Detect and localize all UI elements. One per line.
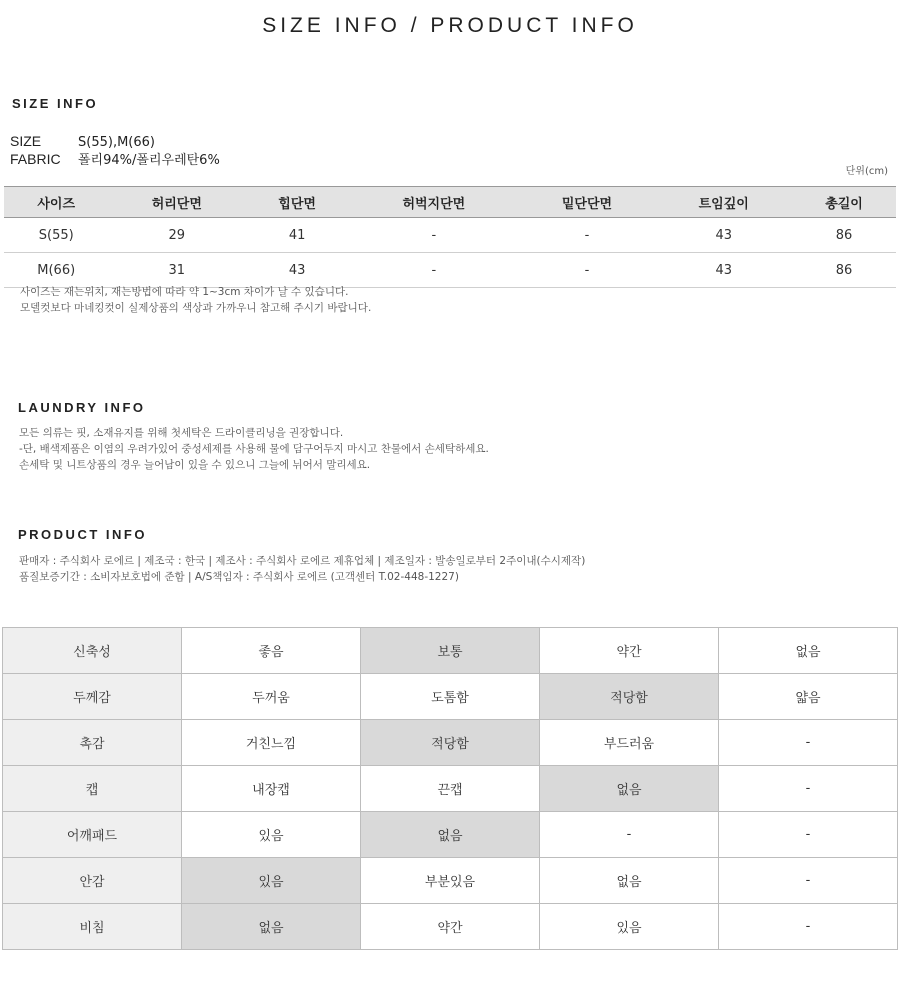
property-option: 두꺼움 [182, 674, 361, 720]
laundry-notes [19, 425, 489, 473]
property-option: - [719, 720, 898, 766]
property-row [3, 904, 898, 950]
table-cell: - [349, 218, 519, 253]
property-option: 없음 [540, 858, 719, 904]
property-option: 약간 [361, 904, 540, 950]
column-header: 총길이 [792, 187, 896, 218]
table-row [4, 253, 896, 288]
property-row [3, 766, 898, 812]
property-option: 약간 [540, 628, 719, 674]
page-title: SIZE INFO / PRODUCT INFO [262, 14, 638, 37]
size-value: S(55),M(66) [78, 135, 155, 150]
size-table-header [4, 187, 896, 218]
size-notes [20, 284, 371, 316]
property-label: 안감 [3, 858, 182, 904]
table-cell: 86 [792, 253, 896, 288]
property-table [2, 627, 898, 950]
property-row [3, 628, 898, 674]
property-option: 부드러움 [540, 720, 719, 766]
table-cell: S(55) [4, 218, 108, 253]
property-row [3, 674, 898, 720]
property-option: 없음 [719, 628, 898, 674]
property-option: 좋음 [182, 628, 361, 674]
size-label: SIZE [10, 133, 42, 149]
table-cell: 43 [245, 253, 349, 288]
property-option: 끈캡 [361, 766, 540, 812]
note-line: 품질보증기간 : 소비자보호법에 준함 | A/S책임자 : 주식회사 로에르 (고객센터 T.02-448-1227) [19, 571, 459, 583]
property-option: 얇음 [719, 674, 898, 720]
fabric-spec [10, 149, 220, 168]
table-cell: 43 [655, 253, 792, 288]
column-header: 밑단단면 [519, 187, 656, 218]
table-row [4, 218, 896, 253]
product-info-heading: PRODUCT INFO [18, 527, 147, 542]
property-label: 신축성 [3, 628, 182, 674]
property-option-selected: 있음 [182, 858, 361, 904]
column-header: 사이즈 [4, 187, 108, 218]
property-option: - [719, 812, 898, 858]
note-line: 사이즈는 재는위치, 재는방법에 따라 약 1~3cm 차이가 날 수 있습니다. [20, 286, 349, 298]
table-cell: M(66) [4, 253, 108, 288]
property-row [3, 720, 898, 766]
column-header: 힙단면 [245, 187, 349, 218]
property-option-selected: 적당함 [361, 720, 540, 766]
table-cell: 41 [245, 218, 349, 253]
laundry-info-heading: LAUNDRY INFO [18, 400, 146, 415]
property-option-selected: 없음 [361, 812, 540, 858]
table-cell: 31 [108, 253, 245, 288]
table-cell: 43 [655, 218, 792, 253]
property-option: - [540, 812, 719, 858]
property-option: 내장캡 [182, 766, 361, 812]
property-option: 도톰함 [361, 674, 540, 720]
fabric-value: 폴리94%/폴리우레탄6% [78, 153, 220, 168]
size-spec [10, 133, 155, 150]
property-label: 어깨패드 [3, 812, 182, 858]
table-cell: - [519, 218, 656, 253]
property-option-selected: 보통 [361, 628, 540, 674]
table-cell: - [349, 253, 519, 288]
note-line: 손세탁 및 니트상품의 경우 늘어남이 있을 수 있으니 그늘에 뉘어서 말리세요. [19, 459, 371, 471]
property-option: - [719, 858, 898, 904]
property-label: 비침 [3, 904, 182, 950]
property-label: 캡 [3, 766, 182, 812]
column-header: 허벅지단면 [349, 187, 519, 218]
table-cell: 29 [108, 218, 245, 253]
column-header: 허리단면 [108, 187, 245, 218]
size-table [4, 186, 896, 288]
property-option: 거친느낌 [182, 720, 361, 766]
note-line: -단, 배색제품은 이염의 우려가있어 중성세제를 사용해 물에 담구어두지 마시고 찬물에서 손세탁하세요. [19, 443, 489, 455]
property-option: 있음 [182, 812, 361, 858]
property-option: - [719, 766, 898, 812]
table-cell: 86 [792, 218, 896, 253]
property-row [3, 812, 898, 858]
property-label: 두께감 [3, 674, 182, 720]
product-notes [19, 553, 585, 585]
property-option-selected: 적당함 [540, 674, 719, 720]
property-option: - [719, 904, 898, 950]
property-option: 부분있음 [361, 858, 540, 904]
property-option-selected: 없음 [182, 904, 361, 950]
note-line: 모델컷보다 마네킹컷이 실제상품의 색상과 가까우니 참고해 주시기 바랍니다. [20, 302, 372, 314]
unit-label: 단위(cm) [845, 166, 888, 177]
size-info-heading: SIZE INFO [12, 96, 99, 111]
fabric-label: FABRIC [10, 151, 61, 167]
property-option: 있음 [540, 904, 719, 950]
note-line: 판매자 : 주식회사 로에르 | 제조국 : 한국 | 제조사 : 주식회사 로에르 제휴업체 | 제조일자 : 발송일로부터 2주이내(수시제작) [19, 555, 586, 567]
property-label: 촉감 [3, 720, 182, 766]
note-line: 모든 의류는 핏, 소재유지를 위해 첫세탁은 드라이클리닝을 권장합니다. [19, 427, 344, 439]
property-option-selected: 없음 [540, 766, 719, 812]
table-cell: - [519, 253, 656, 288]
property-row [3, 858, 898, 904]
column-header: 트임깊이 [655, 187, 792, 218]
